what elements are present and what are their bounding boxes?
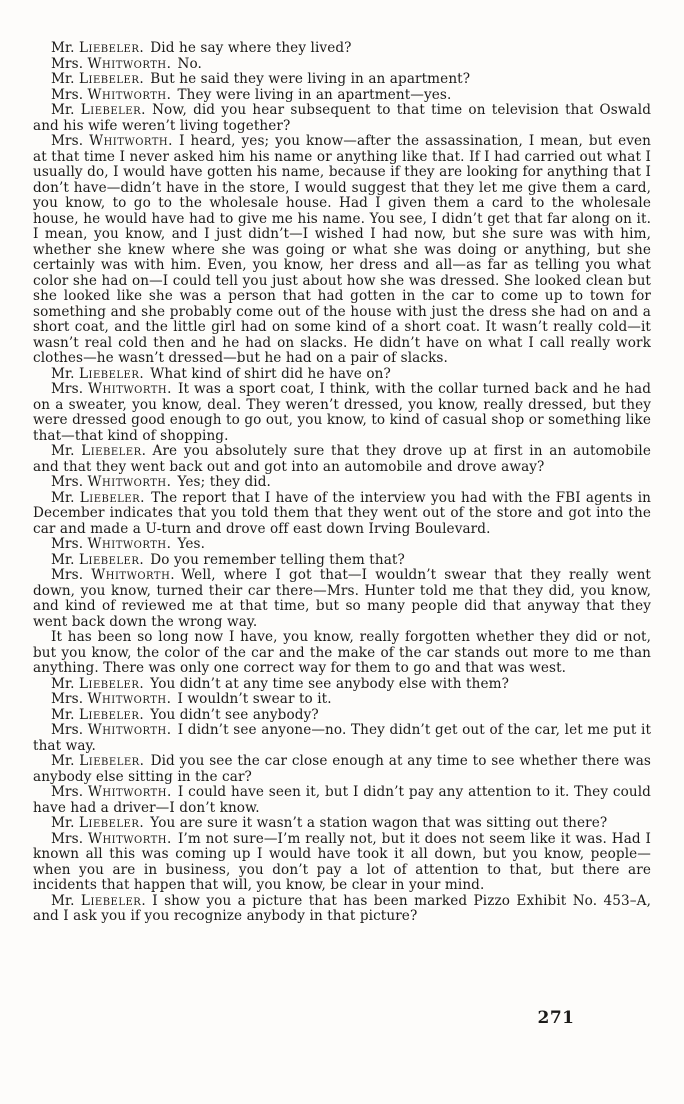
speaker-surname: Liebeler. bbox=[81, 443, 147, 459]
speaker bbox=[51, 552, 144, 568]
dialogue-paragraph bbox=[33, 832, 651, 894]
speaker-prefix: Mr. bbox=[51, 892, 75, 909]
speaker-surname: Whitworth. bbox=[87, 830, 172, 847]
dialogue-paragraph bbox=[33, 475, 651, 491]
speaker bbox=[51, 474, 171, 490]
speaker bbox=[51, 102, 146, 118]
dialogue-paragraph bbox=[33, 677, 651, 693]
speaker-prefix: Mrs. bbox=[51, 691, 84, 707]
speaker bbox=[51, 691, 171, 707]
dialogue-paragraph bbox=[33, 568, 651, 630]
dialogue-text: I could have seen it, but I didn’t pay any attention to it. They could have had a driver—I don’t know. bbox=[33, 784, 651, 816]
speaker-surname: Liebeler. bbox=[80, 892, 147, 909]
dialogue-text: You are sure it wasn’t a station wagon that was sitting out there? bbox=[150, 815, 608, 831]
dialogue-paragraph bbox=[33, 553, 651, 569]
speaker-prefix: Mr. bbox=[51, 815, 75, 831]
dialogue-paragraph bbox=[33, 537, 651, 553]
dialogue-paragraph bbox=[33, 692, 651, 708]
dialogue-paragraph bbox=[33, 134, 651, 367]
speaker-prefix: Mrs. bbox=[51, 567, 84, 583]
transcript bbox=[33, 41, 651, 925]
speaker bbox=[51, 831, 172, 847]
speaker-surname: Whitworth. bbox=[87, 536, 172, 552]
speaker-prefix: Mr. bbox=[51, 675, 75, 692]
dialogue-text: Do you remember telling them that? bbox=[150, 551, 405, 568]
dialogue-paragraph bbox=[33, 57, 651, 73]
dialogue-text: The report that I have of the interview you had with the FBI agents in December indicates that you told them that they went out of the store and got into the car and made a U-turn and drove off east down Irving Boulevard. bbox=[33, 489, 652, 537]
speaker-surname: Whitworth. bbox=[87, 86, 172, 103]
speaker bbox=[51, 71, 144, 87]
speaker-prefix: Mr. bbox=[51, 443, 75, 459]
speaker bbox=[51, 443, 146, 459]
dialogue-paragraph bbox=[33, 785, 651, 816]
speaker-prefix: Mrs. bbox=[51, 86, 84, 103]
speaker-surname: Liebeler. bbox=[78, 815, 145, 831]
speaker-surname: Whitworth. bbox=[87, 55, 172, 72]
speaker-prefix: Mr. bbox=[51, 365, 75, 382]
speaker bbox=[51, 893, 146, 909]
speaker-prefix: Mrs. bbox=[51, 536, 84, 552]
speaker-surname: Liebeler. bbox=[80, 102, 146, 118]
speaker-surname: Whitworth. bbox=[89, 133, 173, 149]
speaker-surname: Liebeler. bbox=[78, 675, 145, 692]
page-number: 271 bbox=[537, 1008, 575, 1028]
speaker-prefix: Mrs. bbox=[51, 381, 84, 397]
speaker bbox=[51, 815, 144, 831]
dialogue-text: Are you absolutely sure that they drove up at first in an automobile and that they went back out and got into an automobile and drove away? bbox=[33, 443, 651, 475]
speaker-surname: Whitworth. bbox=[87, 474, 172, 490]
speaker-prefix: Mrs. bbox=[51, 784, 84, 800]
dialogue-text: I wouldn’t swear to it. bbox=[177, 691, 332, 707]
dialogue-paragraph bbox=[33, 72, 651, 88]
dialogue-text: Yes. bbox=[177, 536, 206, 552]
dialogue-text: Now, did you hear subsequent to that time on television that Oswald and his wife weren’t living together? bbox=[33, 102, 651, 134]
dialogue-text: You didn’t at any time see anybody else with them? bbox=[150, 675, 509, 692]
dialogue-paragraph bbox=[33, 41, 651, 57]
speaker bbox=[51, 707, 144, 723]
dialogue-paragraph bbox=[33, 723, 651, 754]
speaker bbox=[51, 567, 175, 583]
speaker-prefix: Mrs. bbox=[51, 55, 84, 72]
speaker-surname: Liebeler. bbox=[79, 489, 145, 506]
speaker-surname: Liebeler. bbox=[79, 753, 145, 769]
speaker-prefix: Mrs. bbox=[51, 830, 84, 847]
speaker-prefix: Mr. bbox=[51, 71, 75, 87]
speaker-prefix: Mr. bbox=[51, 489, 75, 506]
speaker-surname: Liebeler. bbox=[78, 551, 145, 568]
speaker-prefix: Mr. bbox=[51, 753, 75, 769]
speaker-prefix: Mr. bbox=[51, 551, 75, 568]
speaker bbox=[51, 722, 172, 738]
speaker bbox=[51, 87, 171, 103]
speaker-surname: Whitworth. bbox=[87, 784, 172, 800]
speaker-prefix: Mr. bbox=[51, 40, 75, 56]
speaker-prefix: Mrs. bbox=[51, 133, 84, 149]
speaker-surname: Liebeler. bbox=[78, 365, 145, 382]
speaker-prefix: Mrs. bbox=[51, 474, 84, 490]
speaker bbox=[51, 753, 145, 769]
dialogue-text: I’m not sure—I’m really not, but it does not seem like it was. Had I known all this was coming up I would have took it all down, but you know, people—when you are in business, you don’t pay a lot of attention to that, but there are incidents that happen that will, you know, be clear in your mind. bbox=[33, 830, 652, 893]
dialogue-text: Yes; they did. bbox=[177, 474, 271, 490]
speaker-surname: Whitworth. bbox=[87, 722, 172, 738]
dialogue-paragraph bbox=[33, 367, 651, 383]
dialogue-text: Did you see the car close enough at any time to see whether there was anybody else sitting in the car? bbox=[33, 753, 652, 785]
dialogue-paragraph bbox=[33, 754, 651, 785]
speaker-prefix: Mr. bbox=[51, 706, 75, 723]
dialogue-paragraph bbox=[33, 88, 651, 104]
speaker-surname: Whitworth. bbox=[88, 381, 172, 397]
speaker bbox=[51, 133, 173, 149]
dialogue-text: You didn’t see anybody? bbox=[150, 706, 319, 723]
speaker-surname: Whitworth. bbox=[91, 567, 176, 583]
dialogue-paragraph bbox=[33, 894, 651, 925]
speaker bbox=[51, 676, 144, 692]
dialogue-paragraph bbox=[33, 816, 651, 832]
speaker bbox=[51, 56, 171, 72]
dialogue-paragraph bbox=[33, 708, 651, 724]
dialogue-text: Did he say where they lived? bbox=[150, 40, 352, 56]
dialogue-text: But he said they were living in an apartment? bbox=[150, 71, 471, 87]
speaker bbox=[51, 490, 145, 506]
speaker-surname: Liebeler. bbox=[78, 706, 145, 723]
speaker-surname: Whitworth. bbox=[87, 691, 172, 707]
dialogue-text: I heard, yes; you know—after the assassination, I mean, but even at that time I never asked him his name or anything like that. If I had carried out what I usually do, I would have gotten his name, because if they are looking for anything that I don’t have—didn’t have in the store, I would suggest that they let me give them a card, you know, to go to the wholesale house. Had I given them a card to the wholesale house, he would have had to give me his name. You see, I didn’t get that far along on it. I mean, you know, and I just didn’t—I wished I had now, but she sure was with him, whether she knew where she was going or what she was doing or anything, but she certainly was with him. Even, you know, her dress and all—as far as telling you what color she had on—I could tell you just about how she was dressed. She looked clean but she looked like she was a person that had gotten in the car to come up to town for something and she probably come out of the house with just the dress she had on and a short coat, and the little girl had on some kind of a short coat. It wasn’t really cold—it wasn’t real cold then and he had on slacks. He didn’t have on what I call really work clothes—he wasn’t dressed—but he had on a pair of slacks. bbox=[33, 133, 652, 366]
speaker-surname: Liebeler. bbox=[78, 71, 145, 87]
speaker-surname: Liebeler. bbox=[78, 40, 145, 56]
dialogue-text: I didn’t see anyone—no. They didn’t get out of the car, let me put it that way. bbox=[33, 722, 652, 754]
dialogue-paragraph bbox=[33, 382, 651, 444]
dialogue-paragraph bbox=[33, 491, 651, 538]
dialogue-text: They were living in an apartment—yes. bbox=[177, 86, 452, 103]
dialogue-text: No. bbox=[177, 55, 202, 72]
dialogue-text: What kind of shirt did he have on? bbox=[150, 365, 391, 382]
speaker bbox=[51, 40, 144, 56]
speaker bbox=[51, 366, 144, 382]
dialogue-text: It was a sport coat, I think, with the collar turned back and he had on a sweater, you know, deal. They weren’t dressed, you know, really dressed, but they were dressed good enough to go out, you know, to kind of casual shop or something like that—that kind of shopping. bbox=[33, 381, 652, 444]
speaker bbox=[51, 381, 172, 397]
dialogue-paragraph bbox=[33, 444, 651, 475]
dialogue-text: Well, where I got that—I wouldn’t swear that they really went down, you know, turned their car there—Mrs. Hunter told me that they did, you know, and kind of reviewed me at that time, but so many people did that anyway that they went back down the wrong way. bbox=[33, 567, 651, 630]
speaker bbox=[51, 784, 172, 800]
speaker-prefix: Mr. bbox=[51, 102, 75, 118]
dialogue-text: I show you a picture that has been marked Pizzo Exhibit No. 453–A, and I ask you if you recognize anybody in that picture? bbox=[33, 892, 651, 924]
speaker-prefix: Mrs. bbox=[51, 722, 84, 738]
dialogue-paragraph bbox=[33, 103, 651, 134]
dialogue-text: It has been so long now I have, you know, really forgotten whether they did or not, but you know, the color of the car and the make of the car stands out more to me than anything. There was only one correct way for them to go and that was west. bbox=[33, 629, 651, 676]
dialogue-paragraph bbox=[33, 630, 651, 677]
speaker bbox=[51, 536, 171, 552]
